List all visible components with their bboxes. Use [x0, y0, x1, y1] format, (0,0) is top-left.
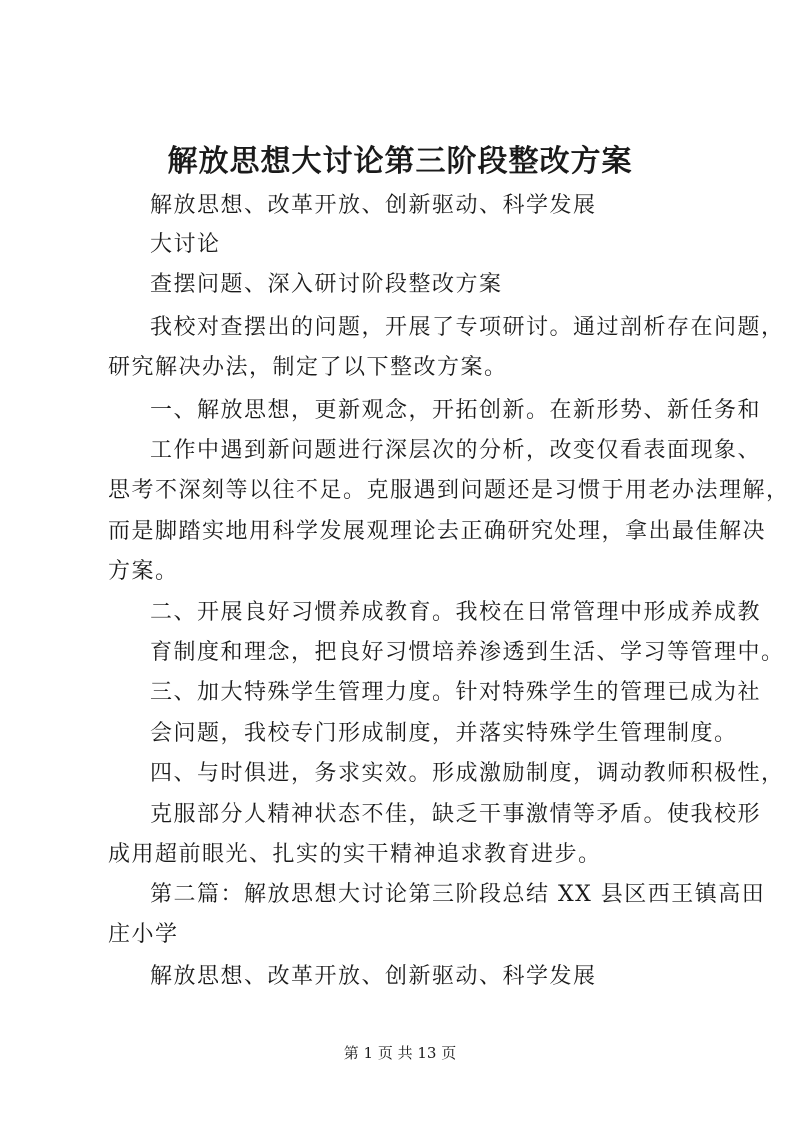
body-line: 四、与时俱进，务求实效。形成激励制度，调动教师积极性，: [150, 761, 785, 786]
body-line: 解放思想、改革开放、创新驱动、科学发展: [150, 193, 597, 218]
page-number-footer: 第 1 页 共 13 页: [343, 1044, 457, 1062]
body-line: 克服部分人精神状态不佳，缺乏干事激情等矛盾。使我校形: [150, 802, 762, 827]
document-title: 解放思想大讨论第三阶段整改方案: [167, 144, 633, 179]
body-line: 而是脚踏实地用科学发展观理论去正确研究处理，拿出最佳解决: [108, 519, 767, 544]
body-line: 庄小学: [108, 922, 179, 947]
body-line: 解放思想、改革开放、创新驱动、科学发展: [150, 964, 597, 989]
body-line: 第二篇：解放思想大讨论第三阶段总结 XX 县区西王镇高田: [150, 882, 766, 907]
body-line: 我校对查摆出的问题，开展了专项研讨。通过剖析存在问题，: [150, 315, 785, 340]
body-line: 会问题，我校专门形成制度，并落实特殊学生管理制度。: [150, 721, 738, 746]
body-line: 大讨论: [150, 232, 221, 257]
body-line: 育制度和理念，把良好习惯培养渗透到生活、学习等管理中。: [150, 640, 785, 665]
body-line: 一、解放思想，更新观念，开拓创新。在新形势、新任务和: [150, 398, 762, 423]
body-line: 研究解决办法，制定了以下整改方案。: [108, 355, 508, 380]
body-line: 工作中遇到新问题进行深层次的分析，改变仅看表面现象、: [150, 438, 762, 463]
body-line: 三、加大特殊学生管理力度。针对特殊学生的管理已成为社: [150, 680, 762, 705]
body-line: 二、开展良好习惯养成教育。我校在日常管理中形成养成教: [150, 600, 762, 625]
body-line: 思考不深刻等以往不足。克服遇到问题还是习惯于用老办法理解，: [108, 478, 790, 503]
body-line: 查摆问题、深入研讨阶段整改方案: [150, 272, 503, 297]
body-line: 方案。: [108, 559, 179, 584]
body-line: 成用超前眼光、扎实的实干精神追求教育进步。: [108, 842, 602, 867]
